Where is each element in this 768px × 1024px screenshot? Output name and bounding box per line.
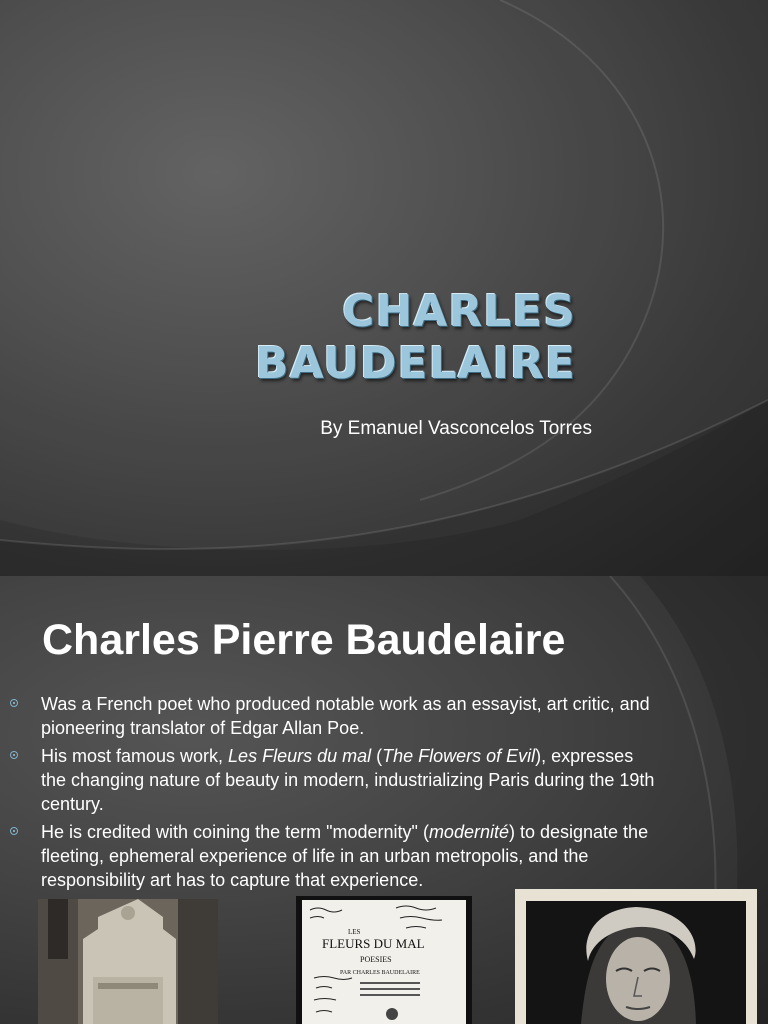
portrait-photo xyxy=(515,889,757,1024)
book-title: FLEURS DU MAL xyxy=(322,936,425,951)
bullet-text-end: ) to designate the fleeting, ephemeral experience of life in an urban metropolis, and the responsibility art has to capture that experience. xyxy=(41,822,649,890)
work-title-english: The Flowers of Evil xyxy=(382,746,536,766)
circle-bullet-icon xyxy=(10,827,18,835)
slide-title: Charles Pierre Baudelaire xyxy=(42,616,566,664)
bullet-text-paren: ( xyxy=(371,746,383,766)
circle-bullet-icon xyxy=(10,699,18,707)
title-line-1: CHARLES xyxy=(342,286,576,337)
byline: By Emanuel Vasconcelos Torres xyxy=(320,418,592,439)
bullet-text-end: ), expresses the changing nature of beauty in modern, industrializing Paris during the 19th century. xyxy=(41,746,655,814)
bullet-text-start: He is credited with coining the term "modernity" ( xyxy=(41,822,429,842)
manuscript-image xyxy=(296,896,472,1024)
tomb-photo xyxy=(38,899,218,1024)
bullet-text-start: His most famous work, xyxy=(41,746,229,766)
list-item xyxy=(0,692,660,740)
work-title-french: Les Fleurs du mal xyxy=(228,746,372,766)
presentation-title xyxy=(255,286,576,390)
book-word-les: LES xyxy=(348,928,361,936)
book-author: PAR CHARLES BAUDELAIRE xyxy=(340,970,420,976)
bullet-list xyxy=(0,692,660,896)
tomb-image xyxy=(38,899,218,1024)
list-item xyxy=(0,744,660,816)
manuscript-title-page-photo xyxy=(296,896,472,1024)
term-modernite: modernité xyxy=(428,822,509,842)
portrait-image xyxy=(526,901,746,1024)
title-line-2: BAUDELAIRE xyxy=(255,338,576,389)
bullet-text: Was a French poet who produced notable work as an essayist, art critic, and pioneering translator of Edgar Allan Poe. xyxy=(41,694,650,738)
book-subtitle: POESIES xyxy=(360,955,392,964)
list-item xyxy=(0,820,660,892)
circle-bullet-icon xyxy=(10,751,18,759)
